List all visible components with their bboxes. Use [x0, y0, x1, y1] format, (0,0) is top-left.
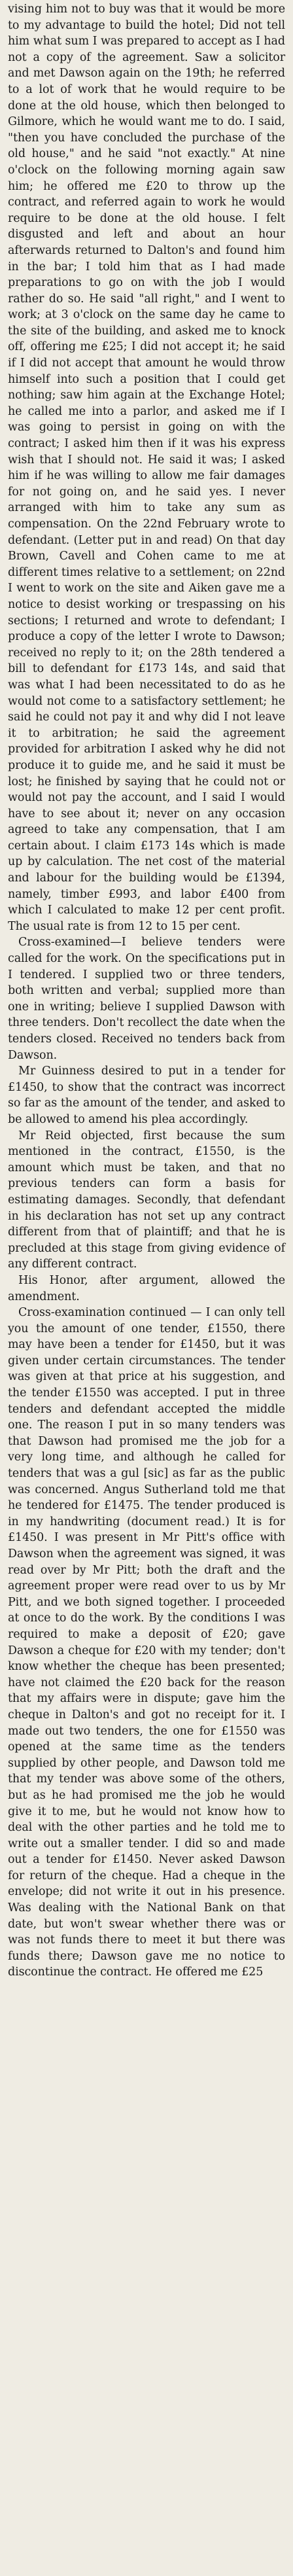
- article-paragraph: Cross-examination continued — I can only tell you the amount of one tender, £1550, there may have been a tender for £1450, but it was given under certain circumstances. The tender was given at that price at his suggestion, and the tender £1550 was accepted. I put in three tenders and defendant accepted the middle one. The reason I put in so many tenders was that Dawson had promised me the job for a very long time, and although he called for tenders that was a gul [sic] as far as the public was concerned. Angus Sutherland told me that he tendered for £1475. The tender produced is in my handwriting (document read.) It is for £1450. I was present in Mr Pitt's office with Dawson when the agreement was signed, it was read over by Mr Pitt; both the draft and the agreement proper were read over to us by Mr Pitt, and we both signed together. I proceeded at once to do the work. By the conditions I was required to make a deposit of £20; gave Dawson a cheque for £20 with my tender; don't know whether the cheque has been presented; have not claimed the £20 back for the reason that my affairs were in dispute; gave him the cheque in Dalton's and got no receipt for it. I made out two tenders, the one for £1550 was opened at the same time as the tenders supplied by other people, and Dawson told me that my tender was above some of the others, but as he had promised me the job he would give it to me, but he would not know how to deal with the other parties and he told me to write out a smaller tender. I did so and made out a tender for £1450. Never asked Dawson for return of the cheque. Had a cheque in the envelope; did not write it out in his presence. Was dealing with the National Bank on that date, but won't swear whether there was or was not funds there to meet it but there was funds there; Dawson gave me no notice to discontinue the contract. He offered me £25: [8, 1306, 285, 1979]
- article-paragraph: His Honor, after argument, allowed the amendment.: [8, 1273, 285, 1303]
- article-paragraph: Mr Reid objected, first because the sum mentioned in the contract, £1550, is the amount which must be taken, and that no previous tenders can form a basis for estimating damages. Secondly, that defendant in his declaration has not set up any contract different from that of plaintiff; and that he is precluded at this stage from giving evidence of any different contract.: [8, 1129, 285, 1271]
- article-paragraph: vising him not to buy was that it would be more to my advantage to build the hotel; Did not tell him what sum I was prepared to accept as I had not a copy of the agreement. Saw a solicitor and met Dawson again on the 19th; he referred to a lot of work that he would require to be done at the old house, which then belonged to Gilmore, which he would want me to do. I said, "then you have concluded the purchase of the old house," and he said "not exactly." At nine o'clock on the following morning again saw him; he offered me £20 to throw up the contract, and referred again to work he would require to be done at the old house. I felt disgusted and left and about an hour afterwards returned to Dalton's and found him in the bar; I told him that as I had made preparations to go on with the job I would rather do so. He said "all right," and I went to work; at 3 o'clock on the same day he came to the site of the building, and asked me to knock off, offering me £25; I did not accept it; he said if I did not accept that amount he would throw himself into such a position that I could get nothing; saw him again at the Exchange Hotel; he called me into a parlor, and asked me if I was going to persist in going on with the contract; I asked him then if it was his express wish that I should not. He said it was; I asked him if he was willing to allow me fair damages for not going on, and he said yes. I never arranged with him to take any sum as compensation. On the 22nd February wrote to defendant. (Letter put in and read) On that day Brown, Cavell and Cohen came to me at different times relative to a settlement; on 22nd I went to work on the site and Aiken gave me a notice to desist working or trespassing on his sections; I returned and wrote to defendant; I produce a copy of the letter I wrote to Dawson; received no reply to it; on the 28th tendered a bill to defendant for £173 14s, and said that was what I had been necessitated to do as he would not come to a satisfactory settlement; he said he could not pay it and why did I not leave it to arbitration; he said the agreement provided for arbitration I asked why he did not produce it to guide me, and he said it must be lost; he finished by saying that he could not or would not pay the account, and I said I would have to see about it; never on any occasion agreed to take any compensation, that I am certain about. I claim £173 14s which is made up by calculation. The net cost of the material and labour for the building would be £1394, namely, timber £993, and labor £400 from which I calculated to make 12 per cent profit. The usual rate is from 12 to 15 per cent.: [8, 3, 285, 933]
- article-paragraph: Mr Guinness desired to put in a tender for £1450, to show that the contract was incorrect so far as the amount of the tender, and asked to be allowed to amend his plea accordingly.: [8, 1065, 285, 1126]
- article-paragraph: Cross-examined—I believe tenders were called for the work. On the specifications put in I tendered. I supplied two or three tenders, both written and verbal; supplied more than one in writing; believe I supplied Dawson with three tenders. Don't recollect the date when the tenders closed. Received no tenders back from Dawson.: [8, 936, 285, 1062]
